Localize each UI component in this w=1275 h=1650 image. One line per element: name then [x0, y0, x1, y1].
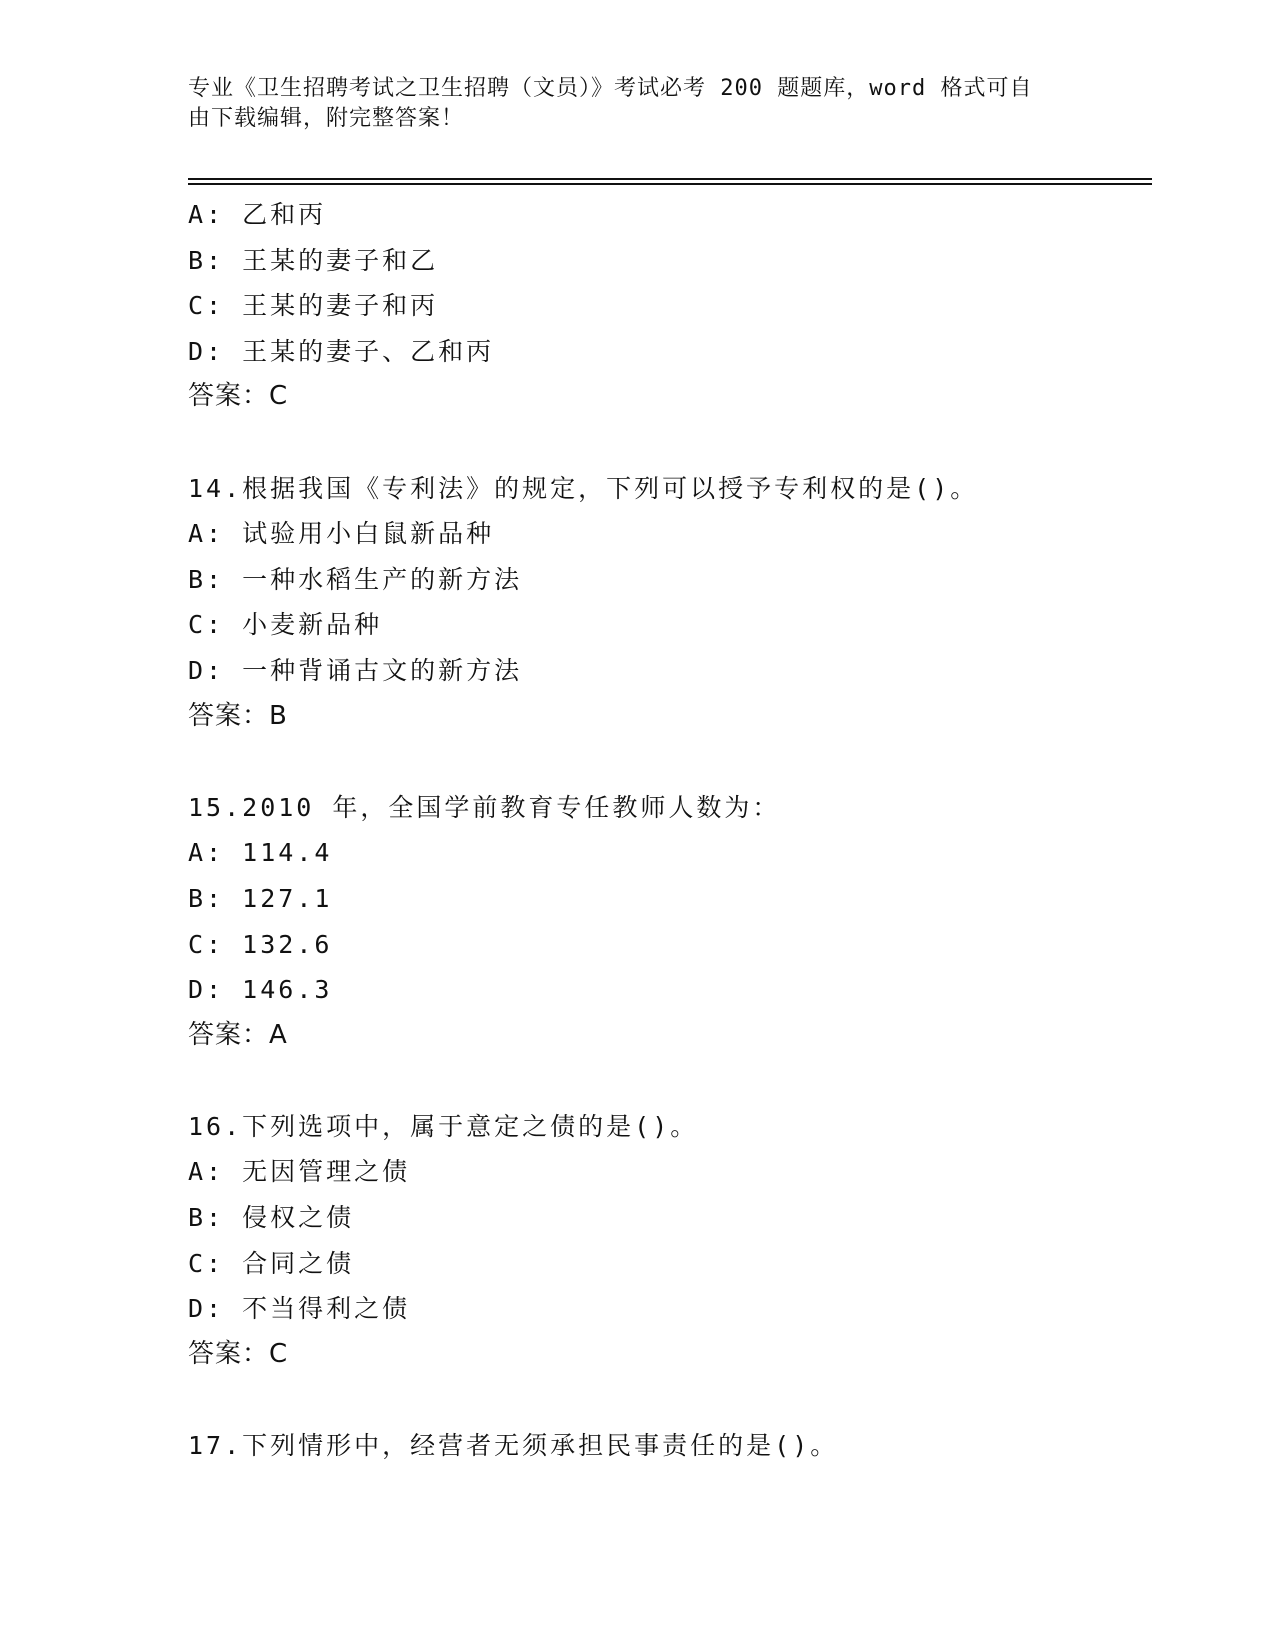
header-line-1: 专业《卫生招聘考试之卫生招聘（文员）》考试必考 200 题题库，word 格式可自 — [188, 76, 1033, 101]
option-a — [188, 192, 1152, 238]
option-text: 乙和丙 — [242, 200, 327, 229]
answer-line: 答案：B — [188, 700, 288, 731]
question-13-block — [188, 192, 1152, 420]
option-b — [188, 876, 1152, 922]
question-text: 15.2010 年，全国学前教育专任教师人数为： — [188, 792, 781, 822]
option-d — [188, 967, 1152, 1013]
option-letter: D: — [188, 336, 225, 366]
option-c — [188, 922, 1152, 968]
option-d — [188, 329, 1152, 375]
option-text: 合同之债 — [242, 1248, 355, 1278]
option-text: 小麦新品种 — [242, 610, 383, 640]
option-letter: D: — [188, 975, 225, 1005]
option-text: 无因管理之债 — [242, 1157, 411, 1187]
option-text: 王某的妻子和丙 — [242, 291, 439, 321]
option-text: 一种背诵古文的新方法 — [242, 655, 523, 685]
option-a — [188, 511, 1152, 557]
option-letter: A: — [188, 838, 225, 868]
option-text: 一种水稻生产的新方法 — [242, 564, 523, 594]
option-letter: A: — [188, 200, 225, 229]
question-16-block — [188, 1104, 1152, 1378]
document-header — [188, 74, 1068, 134]
option-d — [188, 1286, 1152, 1332]
option-text: 王某的妻子、乙和丙 — [242, 336, 495, 366]
option-text: 146.3 — [242, 975, 333, 1005]
header-divider-bottom — [188, 183, 1152, 185]
question-17-block — [188, 1423, 1152, 1469]
option-c — [188, 1241, 1152, 1287]
option-letter: C: — [188, 929, 225, 959]
option-d — [188, 648, 1152, 694]
option-text: 114.4 — [242, 838, 333, 868]
question-15-block — [188, 785, 1152, 1059]
option-letter: D: — [188, 655, 225, 685]
option-text: 侵权之债 — [242, 1203, 355, 1233]
option-letter: B: — [188, 883, 225, 913]
header-line-2: 由下载编辑，附完整答案！ — [188, 106, 465, 131]
question-text: 14.根据我国《专利法》的规定，下列可以授予专利权的是()。 — [188, 473, 979, 503]
option-a — [188, 830, 1152, 876]
option-letter: C: — [188, 610, 225, 640]
option-text: 132.6 — [242, 929, 333, 959]
option-letter: A: — [188, 519, 225, 549]
option-a — [188, 1149, 1152, 1195]
header-divider-top — [188, 178, 1152, 180]
option-b — [188, 238, 1152, 284]
option-text: 127.1 — [242, 883, 333, 913]
question-14-block — [188, 466, 1152, 740]
spacer — [188, 1058, 1152, 1104]
option-text: 不当得利之债 — [242, 1294, 411, 1324]
option-letter: C: — [188, 1248, 225, 1278]
option-letter: B: — [188, 564, 225, 594]
option-text: 试验用小白鼠新品种 — [242, 519, 495, 549]
option-text: 王某的妻子和乙 — [242, 245, 439, 275]
option-b — [188, 557, 1152, 603]
option-letter: A: — [188, 1157, 225, 1187]
option-c — [188, 602, 1152, 648]
option-letter: D: — [188, 1294, 225, 1324]
question-list — [188, 192, 1152, 1469]
option-c — [188, 283, 1152, 329]
option-b — [188, 1195, 1152, 1241]
answer-line: 答案：C — [188, 381, 289, 412]
question-text: 16.下列选项中，属于意定之债的是()。 — [188, 1111, 699, 1141]
option-letter: C: — [188, 291, 225, 321]
question-text: 17.下列情形中，经营者无须承担民事责任的是()。 — [188, 1431, 839, 1461]
answer-line: 答案：A — [188, 1019, 288, 1050]
spacer — [188, 420, 1152, 466]
spacer — [188, 1377, 1152, 1423]
spacer — [188, 739, 1152, 785]
option-letter: B: — [188, 245, 225, 275]
option-letter: B: — [188, 1203, 225, 1233]
answer-line: 答案：C — [188, 1338, 289, 1369]
